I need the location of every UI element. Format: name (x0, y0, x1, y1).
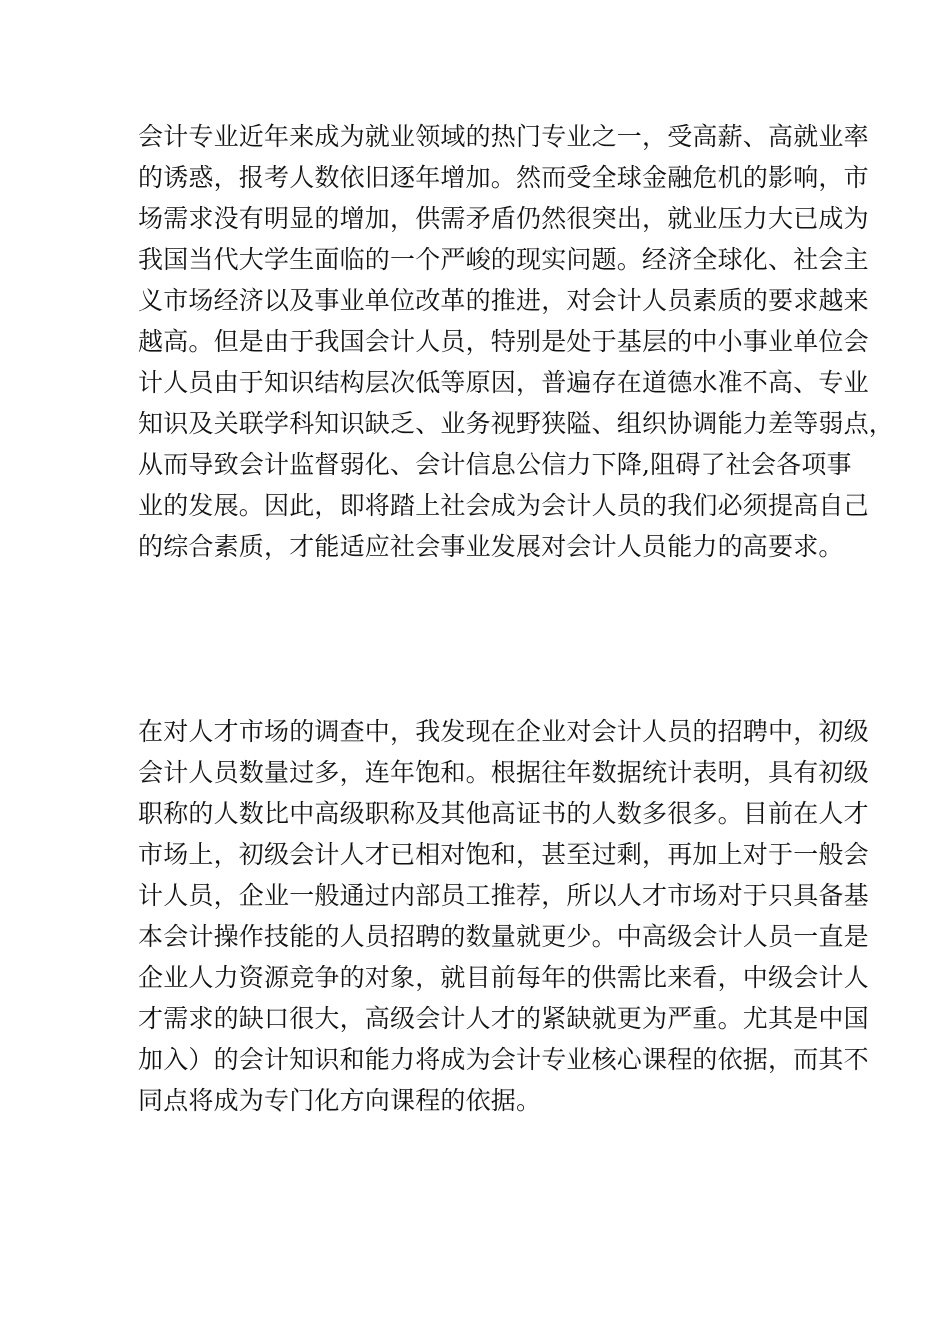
text-line: 会计专业近年来成为就业领域的热门专业之一，受高薪、高就业率 (138, 122, 869, 151)
text-line: 加入）的会计知识和能力将成为会计专业核心课程的依据，而其不 (138, 1045, 869, 1074)
text-line: 在对人才市场的调查中，我发现在企业对会计人员的招聘中，初级 (138, 717, 869, 746)
text-line: 计人员由于知识结构层次低等原因，普遍存在道德水准不高、专业 (138, 368, 869, 397)
text-line: 越高。但是由于我国会计人员，特别是处于基层的中小事业单位会 (138, 327, 869, 356)
paragraph-2 (138, 711, 869, 1121)
text-line: 场需求没有明显的增加，供需矛盾仍然很突出，就业压力大已成为 (138, 204, 869, 233)
text-line: 知识及关联学科知识缺乏、业务视野狭隘、组织协调能力差等弱点， (138, 409, 895, 438)
text-line: 我国当代大学生面临的一个严峻的现实问题。经济全球化、社会主 (138, 245, 869, 274)
text-line: 同点将成为专门化方向课程的依据。 (138, 1086, 542, 1115)
text-line: 义市场经济以及事业单位改革的推进，对会计人员素质的要求越来 (138, 286, 869, 315)
text-line: 本会计操作技能的人员招聘的数量就更少。中高级会计人员一直是 (138, 922, 869, 951)
text-line: 计人员，企业一般通过内部员工推荐，所以人才市场对于只具备基 (138, 881, 869, 910)
text-line: 从而导致会计监督弱化、会计信息公信力下降,阻碍了社会各项事 (138, 450, 852, 479)
text-line: 才需求的缺口很大，高级会计人才的紧缺就更为严重。尤其是中国 (138, 1004, 869, 1033)
text-line: 业的发展。因此，即将踏上社会成为会计人员的我们必须提高自己 (138, 491, 869, 520)
text-line: 的综合素质，才能适应社会事业发展对会计人员能力的高要求。 (138, 532, 844, 561)
text-line: 企业人力资源竞争的对象，就目前每年的供需比来看，中级会计人 (138, 963, 869, 992)
text-line: 的诱惑，报考人数依旧逐年增加。然而受全球金融危机的影响，市 (138, 163, 869, 192)
text-line: 会计人员数量过多，连年饱和。根据往年数据统计表明，具有初级 (138, 758, 869, 787)
text-line: 市场上，初级会计人才已相对饱和，甚至过剩，再加上对于一般会 (138, 840, 869, 869)
paragraph-1 (138, 116, 895, 567)
text-line: 职称的人数比中高级职称及其他高证书的人数多很多。目前在人才 (138, 799, 869, 828)
